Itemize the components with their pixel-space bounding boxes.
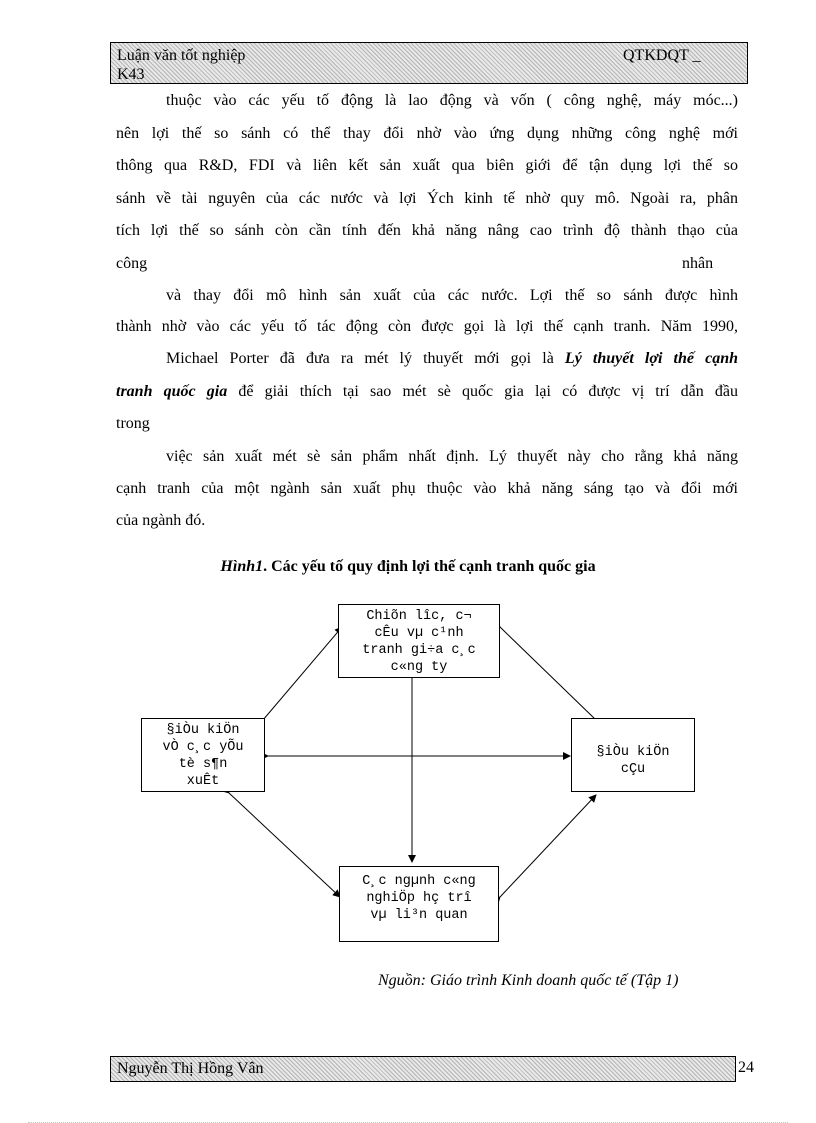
paragraph-2-line-2: thành nhờ vào các yếu tố tác động còn được gọi là lợi thế cạnh tranh. Năm 1990, <box>116 318 738 335</box>
box-left-line-4: xuÊt <box>186 774 220 789</box>
paragraph-1-line-3: thông qua R&D, FDI và liên kết sản xuất qua biên giới để tận dụng lợi thế so <box>116 157 738 174</box>
figure-label: Hình1 <box>220 558 264 575</box>
figure-title: . Các yếu tố quy định lợi thế cạnh tranh quốc gia <box>263 558 596 575</box>
paragraph-4-line-3: của ngành đó. <box>116 512 206 529</box>
box-top-line-3: tranh gi÷a c¸c <box>362 643 476 658</box>
page-footer <box>110 1056 736 1082</box>
arrow-left-bottom <box>229 793 340 897</box>
paragraph-1-line-5: tích lợi thế so sánh còn cần tính đến khả năng nâng cao trình độ thành thạo của <box>116 222 738 239</box>
box-strategy-structure-rivalry <box>338 604 500 678</box>
paragraph-4-line-2: cạnh tranh của một ngành sản xuất phụ thuộc vào khả năng sáng tạo và đổi mới <box>116 480 738 497</box>
paragraph-1-line-6-start: công <box>116 255 148 272</box>
box-top-line-2: cÊu vµ c¹nh <box>374 626 464 641</box>
figure-source: Nguồn: Giáo trình Kinh doanh quốc tế (Tập 1) <box>378 972 679 989</box>
box-left-line-2: vÒ c¸c yÕu <box>162 740 244 755</box>
paragraph-3-line-3: trong <box>116 415 150 432</box>
paragraph-1-line-2: nên lợi thế so sánh có thể thay đổi nhờ vào ứng dụng những công nghệ mới <box>116 125 738 142</box>
paragraph-3-line-1-text: Michael Porter đã đưa ra mét lý thuyết mới gọi là <box>166 350 565 367</box>
box-left-line-1: §iÒu kiÖn <box>166 723 240 738</box>
box-related-supporting-industries <box>339 866 499 942</box>
box-demand-conditions <box>571 718 695 792</box>
paragraph-1-line-4: sánh về tài nguyên của các nước và lợi Ých kinh tế nhờ quy mô. Ngoài ra, phân <box>116 190 738 207</box>
footer-author: Nguyễn Thị Hồng Vân <box>117 1060 264 1077</box>
paragraph-4-line-1: việc sản xuất mét sè sản phẩm nhất định. Lý thuyết này cho rằng khả năng <box>166 448 738 465</box>
theory-name-part-1: Lý thuyết lợi thế cạnh <box>564 350 738 367</box>
box-bottom-line-3: vµ li³n quan <box>370 908 468 923</box>
box-top-line-4: c«ng ty <box>390 660 448 675</box>
header-course-code: K43 <box>117 66 145 83</box>
header-title: Luận văn tốt nghiệp <box>117 47 246 64</box>
paragraph-2-line-1: và thay đổi mô hình sản xuất của các nước. Lợi thế so sánh được hình <box>166 287 738 304</box>
theory-name-part-2: tranh quốc gia <box>116 383 228 400</box>
box-bottom-line-2: nghiÖp hç trî <box>366 891 472 906</box>
arrow-bottom-right <box>500 795 596 897</box>
box-factor-conditions <box>141 718 265 792</box>
box-top-line-1: Chiõn lîc, c¬ <box>366 609 472 624</box>
box-left-line-3: tè s¶n <box>178 757 228 772</box>
box-bottom-line-1: C¸c ngµnh c«ng <box>362 874 476 889</box>
box-right-line-1: §iÒu kiÖn <box>596 745 670 760</box>
paragraph-1-line-6-end: nhân <box>682 255 714 272</box>
paragraph-3-line-2-text: để giải thích tại sao mét sè quốc gia lại có được vị trí dẫn đầu <box>227 383 738 400</box>
box-right-line-2: cÇu <box>620 762 646 777</box>
paragraph-1-line-1: thuộc vào các yếu tố động là lao động và vốn ( công nghệ, máy móc...) <box>166 92 738 109</box>
header-right: QTKDQT _ <box>623 47 701 64</box>
page-number: 24 <box>738 1059 754 1076</box>
